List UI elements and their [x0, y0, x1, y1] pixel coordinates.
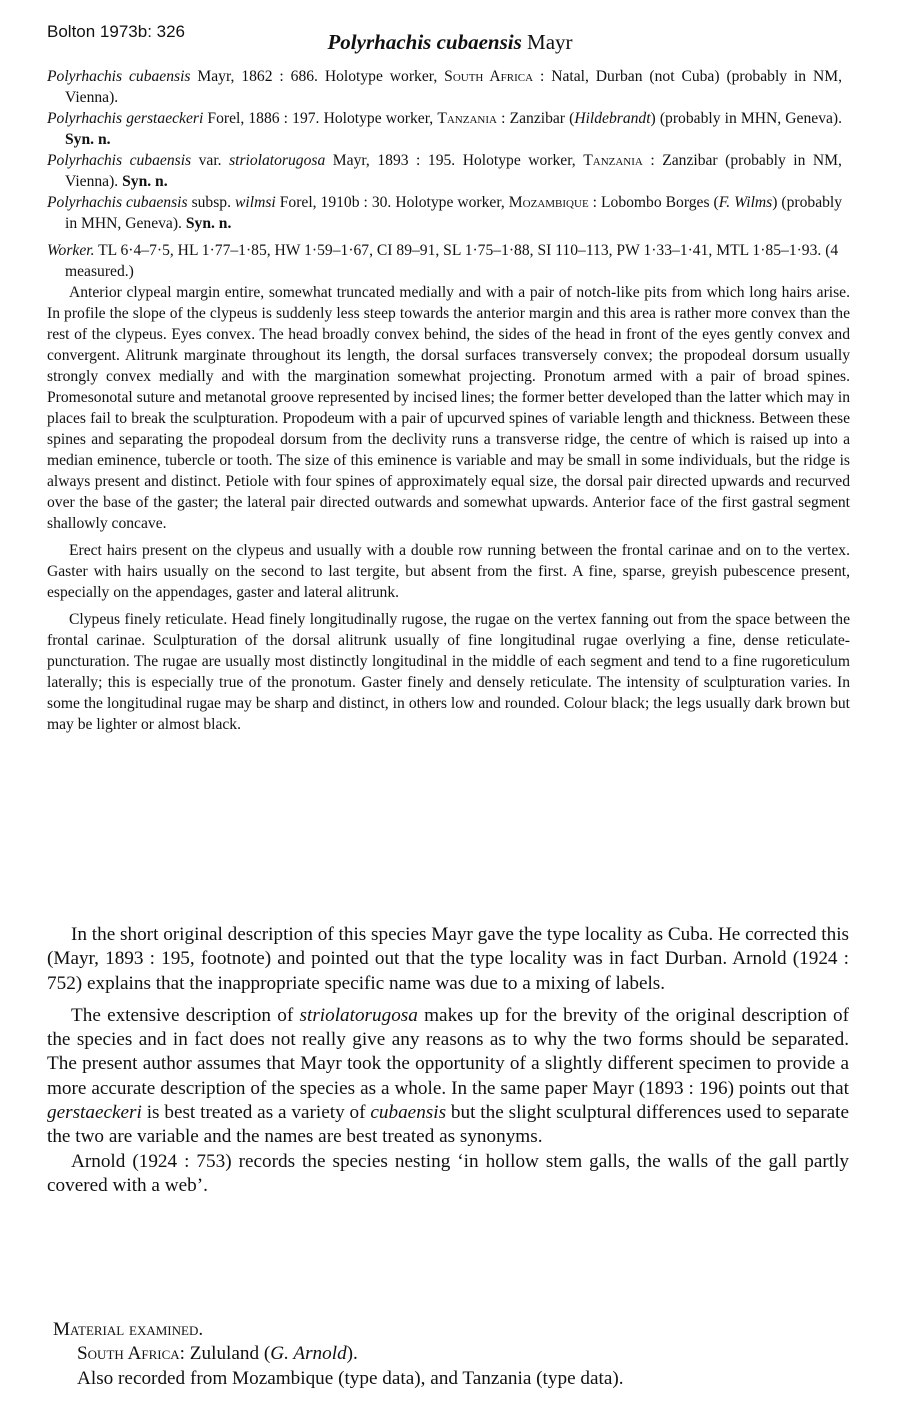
discussion-paragraph: Arnold (1924 : 753) records the species nesting ‘in hollow stem galls, the walls of the gall partly covered with a web’.	[47, 1150, 849, 1196]
synonym-entry: Polyrhachis cubaensis Mayr, 1862 : 686. Holotype worker, South Africa : Natal, Durban (not Cuba) (probably in NM, Vienna).	[47, 68, 843, 106]
synonym-entry: Polyrhachis cubaensis subsp. wilmsi Forel, 1910b : 30. Holotype worker, Mozambique : Lobombo Borges (F. Wilms) (probably in MHN, Geneva). Syn. n.	[47, 194, 843, 232]
material-line: Also recorded from Mozambique (type data), and Tanzania (type data).	[77, 1367, 624, 1389]
synonym-entry: Polyrhachis cubaensis var. striolatorugosa Mayr, 1893 : 195. Holotype worker, Tanzania : Zanzibar (probably in NM, Vienna). Syn. n.	[47, 152, 842, 190]
material-line: South Africa: Zululand (G. Arnold).	[77, 1343, 358, 1365]
worker-description	[47, 240, 850, 735]
material-heading: Material examined.	[53, 1319, 204, 1340]
worker-measurements: Worker. TL 6·4–7·5, HL 1·77–1·85, HW 1·59–1·67, CI 89–91, SL 1·75–1·88, SI 110–113, PW 1·33–1·41, MTL 1·85–1·93. (4 measured.)	[47, 242, 839, 280]
worker-paragraph: Anterior clypeal margin entire, somewhat truncated medially and with a pair of notch-like pits from which long hairs arise. In profile the slope of the clypeus is suddenly less steep towards the anterior margin and this area is rather more convex than the rest of the clypeus. Eyes convex. The head broadly convex behind, the sides of the head in front of the eyes gently convex and convergent. Alitrunk marginate throughout its length, the dorsal surfaces transversely convex; the propodeal dorsum usually strongly convex medially and with the margination somewhat projecting. Pronotum armed with a pair of broad spines. Promesonotal suture and metanotal groove represented by incised lines; the former better developed than the latter which may in places fail to break the sculpturation. Propodeum with a pair of upcurved spines of variable length and thickness. Between these spines and separating the propodeal dorsum from the declivity runs a transverse ridge, the centre of which is raised up into a median eminence, tubercle or tooth. The size of this eminence is variable and may be small in some individuals, but the ridge is always present and distinct. Petiole with four spines of approximately equal size, the dorsal pair directed upwards and recurved over the base of the gaster; the lateral pair directed outwards and somewhat upwards. Anterior face of the first gastral segment shallowly concave.	[47, 284, 850, 532]
species-title	[0, 30, 900, 55]
citation-label: Bolton 1973b: 326	[47, 22, 186, 41]
synonymy-list	[47, 66, 842, 234]
worker-paragraph: Erect hairs present on the clypeus and usually with a double row running between the frontal carinae and on to the vertex. Gaster with hairs usually on the second to last tergite, but absent from the first. A fine, sparse, greyish pubescence present, especially on the appendages, gaster and lateral alitrunk.	[47, 542, 850, 601]
worker-label: Worker.	[47, 242, 95, 259]
worker-paragraph: Clypeus finely reticulate. Head finely longitudinally rugose, the rugae on the vertex fanning out from the space between the frontal carinae. Sculpturation of the dorsal alitrunk usually of fine longitudinal rugae overlying a fine, dense reticulate-puncturation. The rugae are usually most distinctly longitudinal in the middle of each segment and tend to a fine rugoreticulum laterally; this is especially true of the pronotum. Gaster finely and densely reticulate. The intensity of sculpturation varies. In some the longitudinal rugae may be sharp and distinct, in others low and rounded. Colour black; the legs usually dark brown but may be lighter or almost black.	[47, 611, 850, 733]
material-examined	[53, 1318, 833, 1391]
discussion-paragraph: In the short original description of this species Mayr gave the type locality as Cuba. He corrected this (Mayr, 1893 : 195, footnote) and pointed out that the type locality was in fact Durban. Arnold (1924 : 752) explains that the inappropriate specific name was due to a mixing of labels.	[47, 924, 849, 994]
species-title-author: Mayr	[527, 30, 573, 54]
syn-n-label: Syn. n.	[122, 173, 168, 190]
discussion	[47, 923, 849, 1198]
species-title-name: Polyrhachis cubaensis	[327, 30, 522, 54]
synonym-entry: Polyrhachis gerstaeckeri Forel, 1886 : 197. Holotype worker, Tanzania : Zanzibar (Hildebrandt) (probably in MHN, Geneva). Syn. n.	[47, 110, 843, 148]
syn-n-label: Syn. n.	[185, 215, 232, 232]
discussion-paragraph: The extensive description of striolatorugosa makes up for the brevity of the original description of the species and in fact does not really give any reasons as to why the two forms should be separated. The present author assumes that Mayr took the opportunity of a slightly different specimen to provide a more accurate description of the species as a whole. In the same paper Mayr (1893 : 196) points out that gerstaeckeri is best treated as a variety of cubaensis but the slight sculptural differences used to separate the two are variable and the names are best treated as synonyms.	[47, 1004, 850, 1148]
syn-n-label: Syn. n.	[65, 131, 111, 148]
